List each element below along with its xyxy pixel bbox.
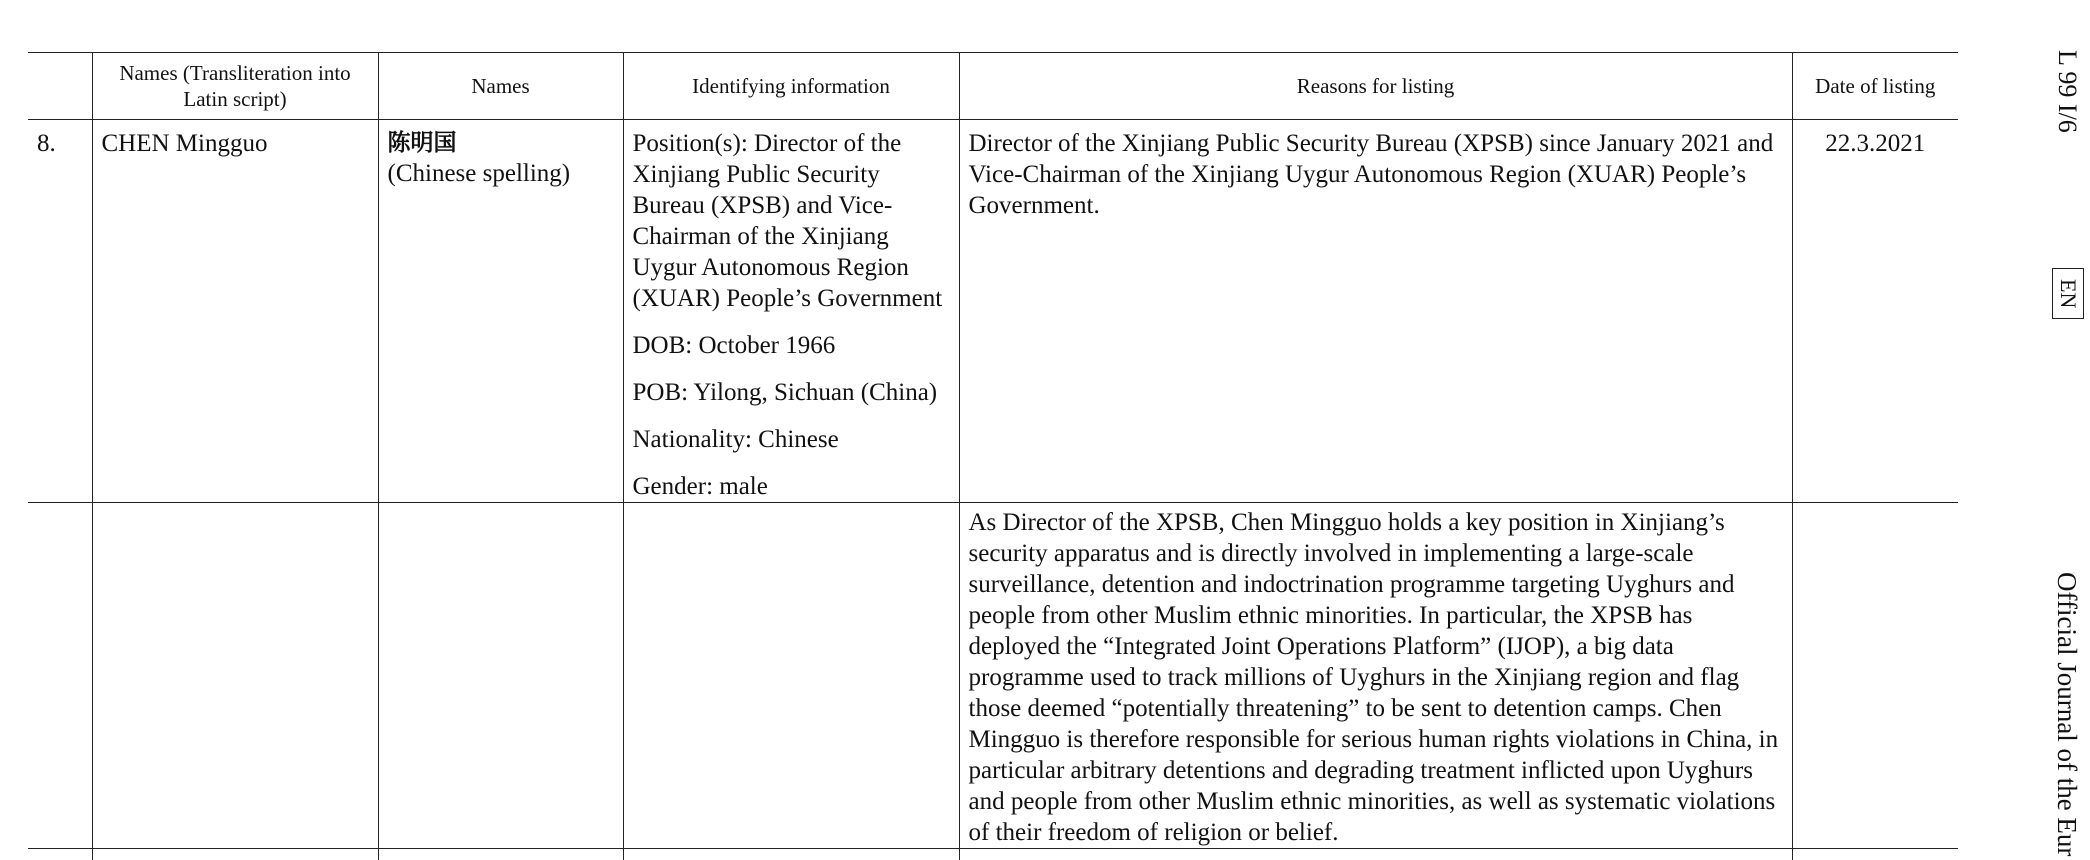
sanctions-listing-table bbox=[28, 52, 1958, 860]
table-row bbox=[28, 849, 1958, 860]
empty-cell bbox=[28, 503, 92, 849]
header-reasons-for-listing: Reasons for listing bbox=[959, 53, 1792, 120]
table-row bbox=[28, 120, 1958, 503]
entry-number: 8. bbox=[28, 120, 92, 503]
table-header-row bbox=[28, 53, 1958, 120]
identifying-pob: POB: Yilong, Sichuan (China) bbox=[632, 379, 938, 406]
header-identifying-information: Identifying information bbox=[623, 53, 959, 120]
entry-chinese-name-cell bbox=[378, 120, 623, 503]
entry-chinese-note: (Chinese spelling) bbox=[387, 160, 571, 187]
identifying-gender: Gender: male bbox=[632, 473, 768, 500]
empty-cell bbox=[1792, 849, 1958, 860]
identifying-position: Position(s): Director of the Xinjiang Public Security Bureau (XPSB) and Vice-Chairman of the Xinjiang Uygur Autonomous Region (XUAR) People’s Government bbox=[632, 130, 943, 312]
table-row bbox=[28, 503, 1958, 849]
header-number bbox=[28, 53, 92, 120]
empty-cell bbox=[92, 849, 378, 860]
language-badge: EN bbox=[2052, 268, 2084, 319]
empty-cell bbox=[1792, 503, 1958, 849]
entry-latin-name: CHEN Mingguo bbox=[92, 120, 378, 503]
empty-cell bbox=[959, 849, 1792, 860]
empty-cell bbox=[92, 503, 378, 849]
entry-identifying-information bbox=[623, 120, 959, 503]
entry-reason-summary: Director of the Xinjiang Public Security Bureau (XPSB) since January 2021 and Vice-Chairman of the Xinjiang Uygur Autonomous Region (XUAR) People’s Government. bbox=[959, 120, 1792, 503]
header-names: Names bbox=[378, 53, 623, 120]
header-latin-names: Names (Transliteration into Latin script) bbox=[92, 53, 378, 120]
page-reference: L 99 I/6 bbox=[2053, 50, 2082, 133]
identifying-dob: DOB: October 1966 bbox=[632, 332, 836, 359]
empty-cell bbox=[28, 849, 92, 860]
empty-cell bbox=[378, 503, 623, 849]
running-header-vertical bbox=[2030, 0, 2090, 860]
empty-cell bbox=[623, 849, 959, 860]
entry-reason-detail: As Director of the XPSB, Chen Mingguo holds a key position in Xinjiang’s security apparatus and is directly involved in implementing a large-scale surveillance, detention and indoctrination programme targeting Uyghurs and people from other Muslim ethnic minorities. In particular, the XPSB has deployed the “Integrated Joint Operations Platform” (IJOP), a big data programme used to track millions of Uyghurs in the Xinjiang region and flag those deemed “potentially threatening” to be sent to detention camps. Chen Mingguo is therefore responsible for serious human rights violations in China, in particular arbitrary detentions and degrading treatment inflicted upon Uyghurs and people from other Muslim ethnic minorities, as well as systematic violations of their freedom of religion or belief. bbox=[959, 503, 1792, 849]
journal-title: Official Journal of the Eur bbox=[2052, 572, 2082, 857]
header-date-of-listing: Date of listing bbox=[1792, 53, 1958, 120]
empty-cell bbox=[623, 503, 959, 849]
identifying-nationality: Nationality: Chinese bbox=[632, 426, 839, 453]
empty-cell bbox=[378, 849, 623, 860]
entry-chinese-name: 陈明国 bbox=[387, 130, 457, 156]
entry-date-of-listing: 22.3.2021 bbox=[1792, 120, 1958, 503]
